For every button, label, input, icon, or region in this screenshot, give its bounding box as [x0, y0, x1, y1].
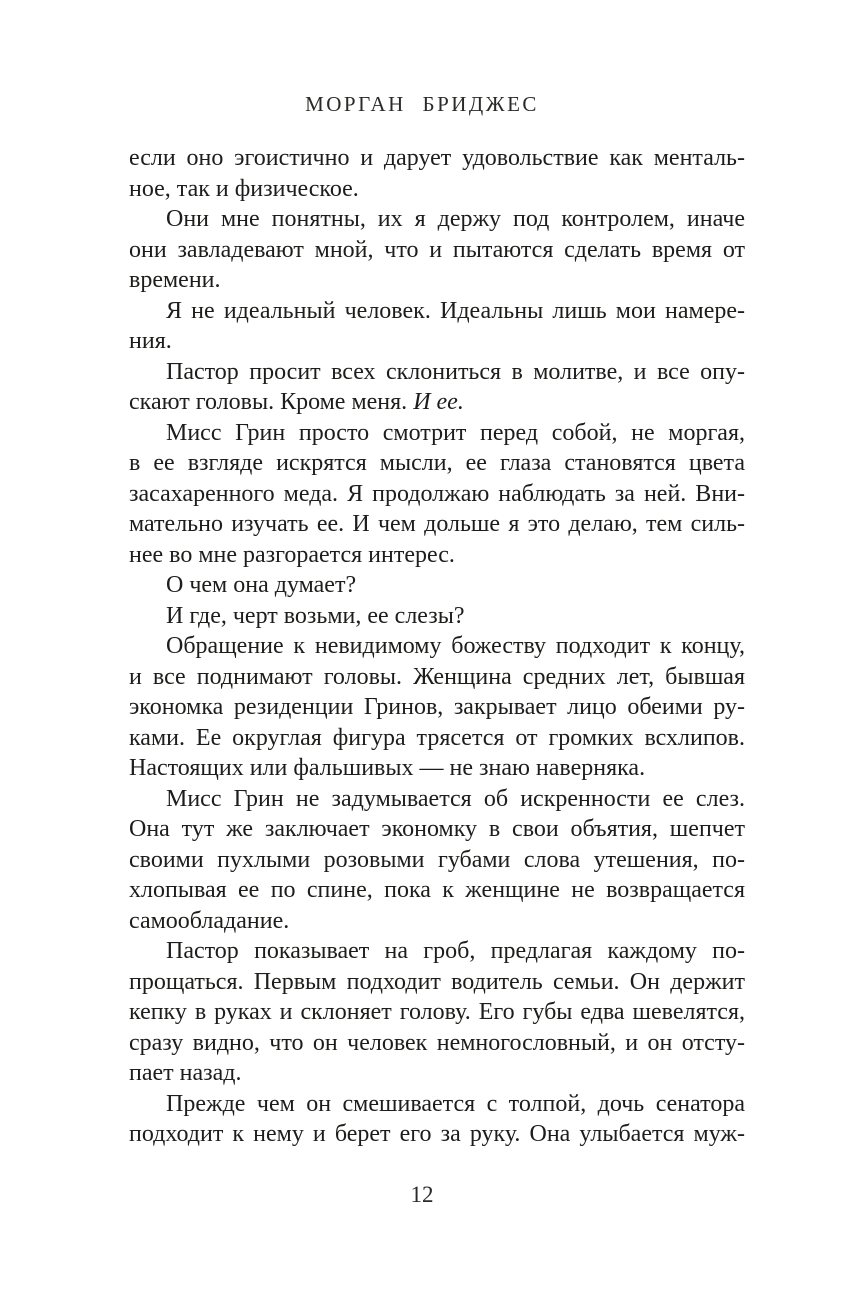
text-segment: И где, черт возьми, ее слезы? [166, 602, 465, 629]
text-line [129, 143, 745, 174]
text-body [129, 143, 745, 1150]
text-segment: мательно изучать ее. И чем дольше я это делаю, тем силь- [129, 511, 745, 537]
text-line [129, 936, 745, 967]
text-line [129, 387, 745, 418]
text-line [129, 1028, 745, 1059]
text-segment: Пастор просит всех склониться в молитве, и все опу- [166, 358, 745, 385]
paragraph [129, 631, 745, 784]
text-line [129, 814, 745, 845]
text-line [129, 1119, 745, 1150]
text-segment: ками. Ее округлая фигура трясется от громких всхлипов. [129, 724, 745, 751]
text-line [129, 448, 745, 479]
text-line [129, 418, 745, 449]
text-segment: Мисс Грин не задумывается об искренности ее слез. [166, 785, 745, 812]
text-segment: нее во мне разгорается интерес. [129, 541, 455, 568]
text-segment: пает назад. [129, 1060, 242, 1086]
text-line [129, 997, 745, 1028]
text-segment: Обращение к невидимому божеству подходит к концу, [166, 633, 745, 659]
text-segment: прощаться. Первым подходит водитель семьи. Он держит [129, 968, 745, 995]
text-line [129, 723, 745, 754]
text-line [129, 784, 745, 815]
text-segment: скают головы. Кроме меня. [129, 389, 414, 415]
text-line [129, 265, 745, 296]
text-line [129, 692, 745, 723]
text-line [129, 509, 745, 540]
text-segment: Мисс Грин просто смотрит перед собой, не моргая, [166, 419, 745, 446]
text-segment: Она тут же заключает экономку в свои объятия, шепчет [129, 816, 745, 842]
text-segment: Настоящих или фальшивых — не знаю наверняка. [129, 755, 646, 781]
paragraph [129, 1089, 745, 1150]
text-line [129, 1089, 745, 1120]
paragraph [129, 601, 745, 632]
text-segment: времени. [129, 267, 221, 293]
text-line [129, 235, 745, 266]
text-line [129, 204, 745, 235]
text-line [129, 326, 745, 357]
text-segment: сразу видно, что он человек немногословный, и он отсту- [129, 1029, 745, 1056]
text-line [129, 174, 745, 205]
text-segment: Они мне понятны, их я держу под контролем, иначе [166, 206, 745, 232]
text-segment: они завладевают мной, что и пытаются сделать время от [129, 236, 745, 263]
text-segment: ное, так и физическое. [129, 175, 359, 202]
text-segment: своими пухлыми розовыми губами слова утешения, по- [129, 846, 745, 873]
text-segment: хлопывая ее по спине, пока к женщине не возвращается [129, 877, 745, 903]
text-line [129, 753, 745, 784]
text-segment: если оно эгоистично и дарует удовольствие как менталь- [129, 145, 745, 171]
text-segment: Пастор показывает на гроб, предлагая каждому по- [166, 938, 745, 964]
text-line [129, 570, 745, 601]
paragraph [129, 418, 745, 571]
text-segment: Прежде чем он смешивается с толпой, дочь сенатора [166, 1090, 745, 1117]
paragraph [129, 357, 745, 418]
text-segment: ния. [129, 328, 172, 354]
text-line [129, 479, 745, 510]
text-line [129, 906, 745, 937]
paragraph [129, 204, 745, 296]
paragraph [129, 143, 745, 204]
text-line [129, 875, 745, 906]
page-number: 12 [410, 1182, 434, 1207]
running-head: МОРГАН БРИДЖЕС [305, 92, 539, 116]
text-line [129, 296, 745, 327]
paragraph [129, 784, 745, 937]
paragraph [129, 936, 745, 1089]
text-line [129, 845, 745, 876]
text-segment: и все поднимают головы. Женщина средних лет, бывшая [129, 663, 745, 690]
text-segment: О чем она думает? [166, 572, 357, 598]
text-segment: экономка резиденции Гринов, закрывает лицо обеими ру- [129, 694, 745, 720]
text-segment: подходит к нему и берет его за руку. Она улыбается муж- [129, 1121, 745, 1147]
paragraph [129, 296, 745, 357]
text-segment: в ее взгляде искрятся мысли, ее глаза становятся цвета [129, 450, 745, 476]
paragraph [129, 570, 745, 601]
text-line [129, 662, 745, 693]
text-segment: кепку в руках и склоняет голову. Его губы едва шевелятся, [129, 999, 745, 1025]
text-line [129, 1058, 745, 1089]
emphasized-text: И ее. [413, 389, 464, 415]
text-line [129, 357, 745, 388]
text-line [129, 631, 745, 662]
text-line [129, 540, 745, 571]
text-line [129, 601, 745, 632]
text-line [129, 967, 745, 998]
text-segment: засахаренного меда. Я продолжаю наблюдать за ней. Вни- [129, 480, 745, 507]
text-segment: Я не идеальный человек. Идеальны лишь мои намере- [166, 297, 745, 324]
text-segment: самообладание. [129, 907, 290, 934]
